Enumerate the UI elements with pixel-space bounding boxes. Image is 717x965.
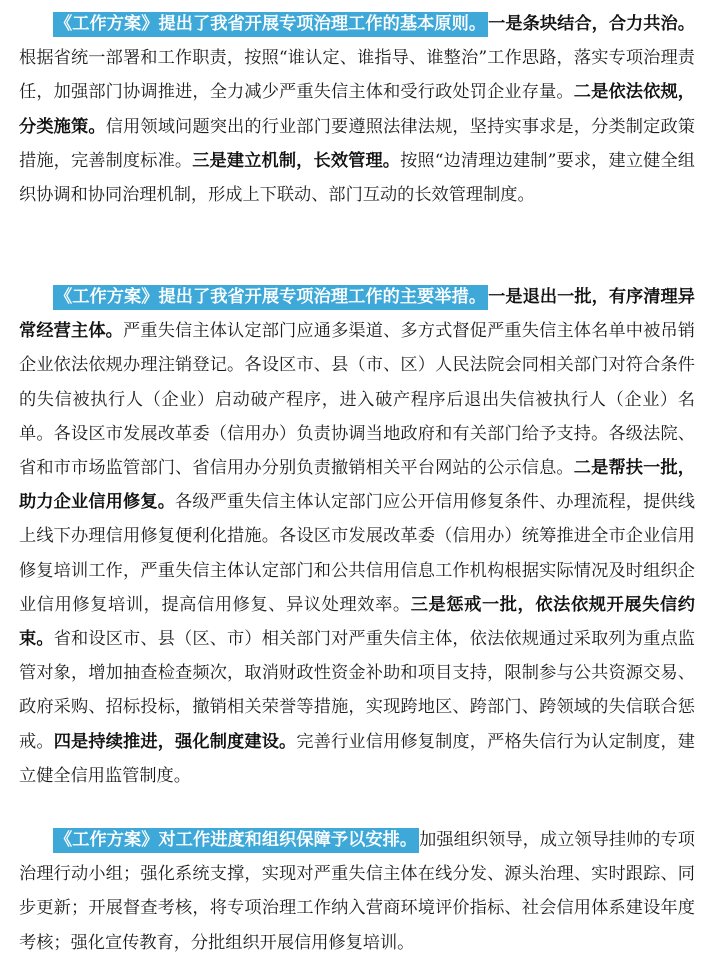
body-text: 严重失信主体认定部门应通多渠道、多方式督促严重失信主体名单中被吊销企业依法依规办理注销登记。各设区市、县（市、区）人民法院会同相关部门对符合条件的失信被执行人（企业）启动破产程序，进入破产程序后退出失信被执行人（企业）名单。各设区市发展改革委（信用办）负责协调当地政府和有关部门给予支持。各级法院、省和市市场监管部门、省信用办分别负责撤销相关平台网站的公示信息。 bbox=[19, 321, 695, 479]
bold-point: 一是退出一批，有序清理异常经营主体。 bbox=[19, 287, 695, 342]
highlighted-heading: 《工作方案》提出了我省开展专项治理工作的主要举措。 bbox=[53, 285, 488, 310]
highlighted-heading: 《工作方案》提出了我省开展专项治理工作的基本原则。 bbox=[53, 12, 488, 37]
body-text: 各级严重失信主体认定部门应公开信用修复条件、办理流程，提供线上线下办理信用修复便利化措施。各设区市发展改革委（信用办）统筹推进全市企业信用修复培训工作，严重失信主体认定部门和公共信用信息工作机构根据实际情况及时组织企业信用修复培训，提高信用修复、异议处理效率。 bbox=[19, 492, 695, 615]
paragraph-schedule-guarantee bbox=[19, 823, 695, 960]
bold-point: 三是惩戒一批，依法依规开展失信约束。 bbox=[19, 594, 695, 650]
bold-point: 四是持续推进，强化制度建设。 bbox=[53, 731, 297, 752]
body-text: 加强组织领导，成立领导挂帅的专项治理行动小组；强化系统支撑，实现对严重失信主体在线分发、源头治理、实时跟踪、同步更新；开展督查考核，将专项治理工作纳入营商环境评价指标、社会信用体系建设年度考核；强化宣传教育，分批组织开展信用修复培训。 bbox=[19, 830, 695, 953]
body-text: 完善行业信用修复制度，严格失信行为认定制度，建立健全信用监管制度。 bbox=[19, 731, 695, 786]
paragraph-main-measures bbox=[19, 280, 695, 793]
bold-point: 二是依法依规，分类施策。 bbox=[19, 82, 695, 137]
bold-point: 二是帮扶一批，助力企业信用修复。 bbox=[19, 458, 695, 513]
body-text: 信用领域问题突出的行业部门要遵照法律法规，坚持实事求是，分类制定政策措施，完善制度标准。 bbox=[19, 116, 695, 171]
body-text: 按照“边清理边建制”要求，建立健全组织协调和协同治理机制，形成上下联动、部门互动的长效管理制度。 bbox=[19, 150, 695, 206]
highlighted-heading: 《工作方案》对工作进度和组织保障予以安排。 bbox=[53, 828, 419, 853]
bold-point: 三是建立机制，长效管理。 bbox=[192, 150, 401, 171]
body-text: 省和设区市、县（区、市）相关部门对严重失信主体，依法依规通过采取列为重点监管对象，增加抽查检查频次，取消财政性资金补助和项目支持，限制参与公共资源交易、政府采购、招标投标，撤销相关荣誉等措施，实现跨地区、跨部门、跨领域的失信联合惩戒。 bbox=[19, 629, 695, 752]
body-text: 根据省统一部署和工作职责，按照“谁认定、谁指导、谁整治”工作思路，落实专项治理责任，加强部门协调推进，全力减少严重失信主体和受行政处罚企业存量。 bbox=[19, 48, 695, 103]
paragraph-basic-principles bbox=[19, 7, 695, 212]
bold-point: 一是条块结合，合力共治。 bbox=[488, 14, 695, 34]
